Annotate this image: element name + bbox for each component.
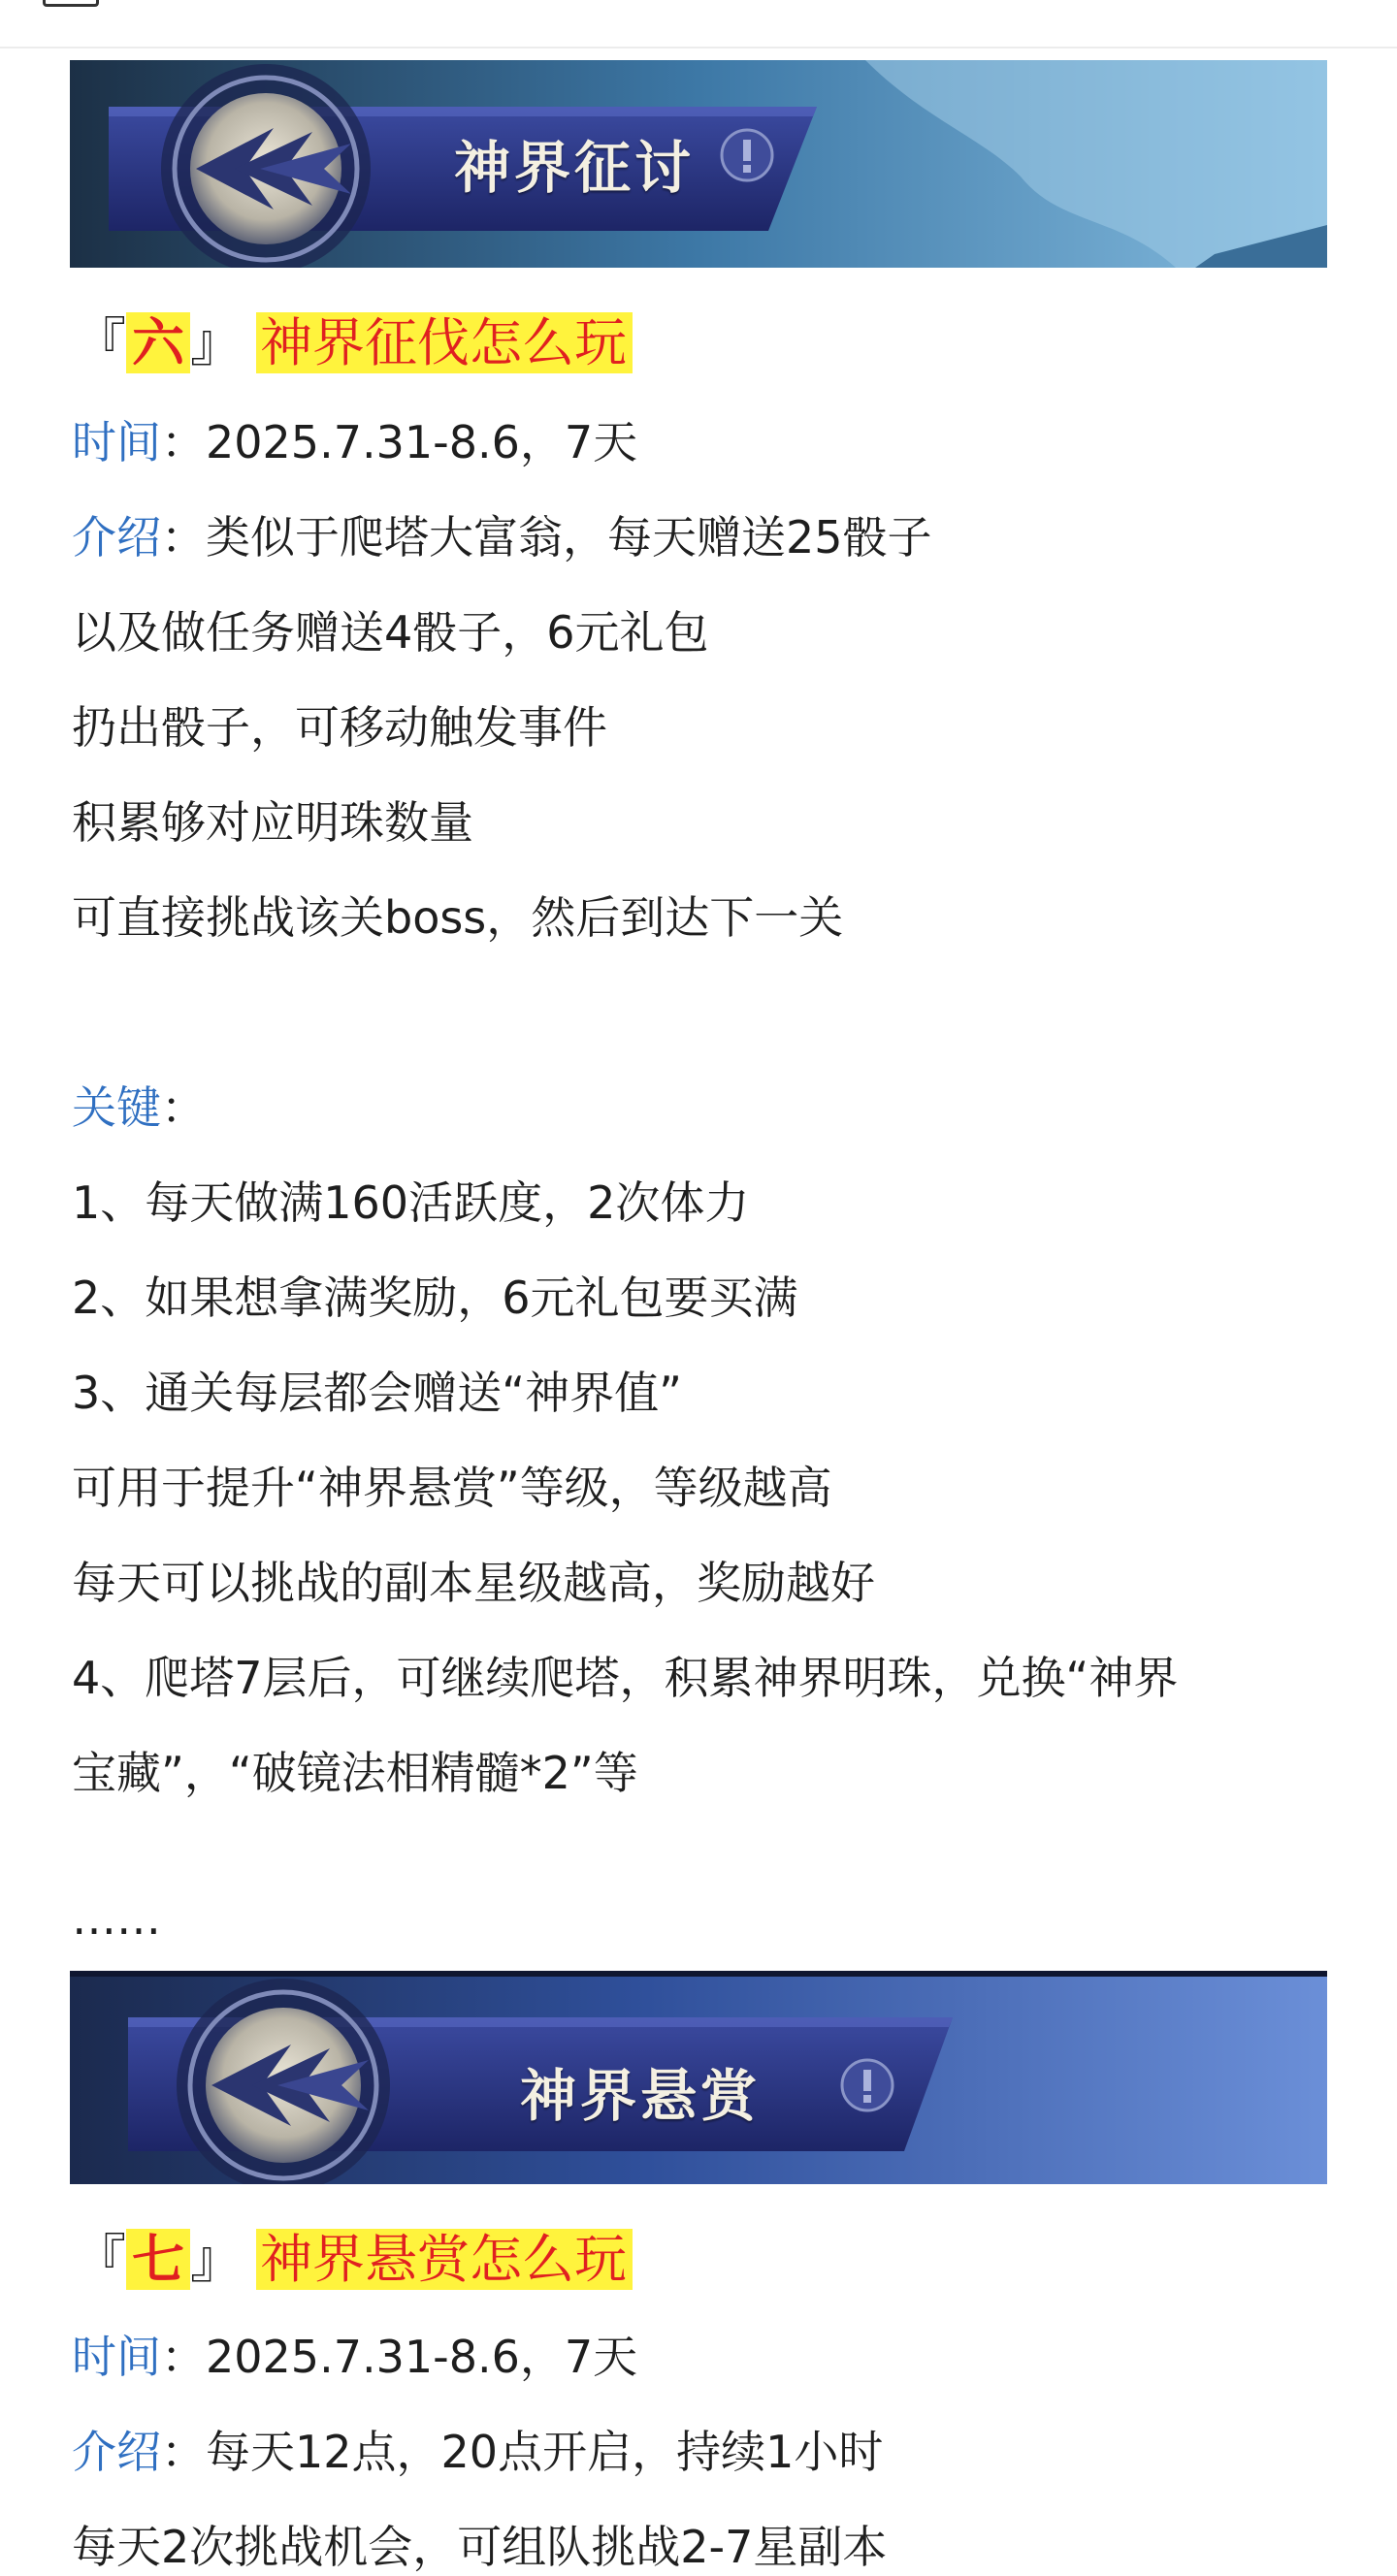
key-heading [72, 1079, 206, 1137]
key-line: 可用于提升“神界悬赏”等级，等级越高 [72, 1462, 832, 1514]
intro-value: ：类似于爬塔大富翁，每天赠送25骰子 [161, 511, 932, 564]
section-number: 七 [126, 2229, 190, 2290]
section-title: 神界悬赏怎么玩 [256, 2229, 633, 2290]
body-line: 以及做任务赠送4骰子，6元礼包 [72, 606, 709, 659]
banner-title: 神界征讨 [454, 135, 696, 201]
section-number: 六 [126, 312, 190, 373]
back-icon[interactable] [43, 0, 99, 7]
section-heading-6 [74, 305, 633, 382]
key-line: 2、如果想拿满奖励，6元礼包要买满 [72, 1272, 798, 1324]
intro-line [72, 2423, 883, 2481]
key-line: 宝藏”，“破镜法相精髓*2”等 [72, 1747, 638, 1799]
banner-shenjie-xuanshang [70, 1971, 1327, 2184]
time-line [72, 2328, 637, 2386]
intro-label: 介绍 [72, 2426, 161, 2478]
banner-title: 神界悬赏 [520, 2063, 762, 2129]
time-value: ：2025.7.31-8.6，7天 [161, 2331, 638, 2383]
banner-art [70, 60, 1327, 268]
bracket-close: 』 [190, 2229, 243, 2290]
body-line-cut: 每天2次挑战机会，可组队挑战2-7星副本 [72, 2521, 888, 2573]
body-line: 积累够对应明珠数量 [72, 796, 473, 849]
banner-shenjie-zhengtao [70, 60, 1327, 268]
body-line: 可直接挑战该关boss，然后到达下一关 [72, 891, 844, 944]
bracket-open: 『 [74, 312, 126, 373]
bracket-close: 』 [190, 312, 243, 373]
key-line: 1、每天做满160活跃度，2次体力 [72, 1176, 750, 1229]
time-label: 时间 [72, 416, 161, 468]
section-heading-7 [74, 2221, 633, 2299]
time-label: 时间 [72, 2331, 161, 2383]
bracket-open: 『 [74, 2229, 126, 2290]
intro-line [72, 508, 932, 566]
intro-value: ：每天12点，20点开启，持续1小时 [161, 2426, 884, 2478]
top-bar [0, 0, 1397, 48]
time-line [72, 413, 637, 471]
ellipsis: …… [72, 1892, 161, 1945]
key-colon: ： [161, 1081, 206, 1134]
intro-label: 介绍 [72, 511, 161, 564]
time-value: ：2025.7.31-8.6，7天 [161, 416, 638, 468]
key-line: 3、通关每层都会赠送“神界值” [72, 1367, 682, 1419]
section-title: 神界征伐怎么玩 [256, 312, 633, 373]
key-label: 关键 [72, 1081, 161, 1134]
key-line: 每天可以挑战的副本星级越高，奖励越好 [72, 1557, 875, 1609]
body-line: 扔出骰子，可移动触发事件 [72, 701, 607, 754]
key-line: 4、爬塔7层后，可继续爬塔，积累神界明珠，兑换“神界 [72, 1652, 1179, 1704]
